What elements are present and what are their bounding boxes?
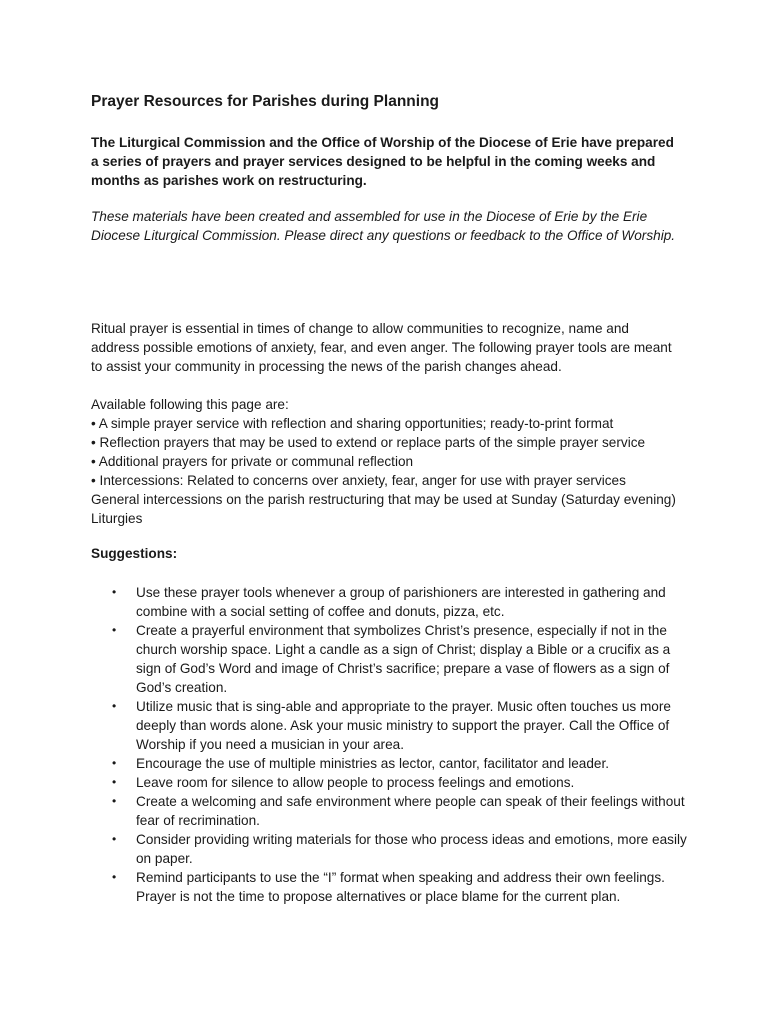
- available-closing: General intercessions on the parish restructuring that may be used at Sunday (Saturday evening) Liturgies: [91, 492, 676, 526]
- suggestion-text: Consider providing writing materials for those who process ideas and emotions, more easily on paper.: [136, 832, 687, 866]
- bullet-icon: •: [112, 756, 117, 770]
- suggestion-text: Leave room for silence to allow people to process feelings and emotions.: [136, 775, 575, 790]
- suggestion-item: [91, 830, 691, 868]
- suggestion-item: [91, 621, 691, 697]
- intro-paragraph: The Liturgical Commission and the Office of Worship of the Diocese of Erie have prepared a series of prayers and prayer services designed to be helpful in the coming weeks and months as parishes work on restructuring.: [91, 135, 674, 188]
- suggestion-item: [91, 792, 691, 830]
- bullet-icon: •: [112, 870, 117, 884]
- available-item: • A simple prayer service with reflection and sharing opportunities; ready-to-print format: [91, 416, 614, 431]
- suggestion-item: [91, 697, 691, 754]
- suggestion-item: [91, 583, 691, 621]
- suggestion-text: Use these prayer tools whenever a group of parishioners are interested in gathering and combine with a social setting of coffee and donuts, pizza, etc.: [136, 585, 666, 619]
- suggestion-text: Utilize music that is sing-able and appropriate to the prayer. Music often touches us more deeply than words alone. Ask your music ministry to support the prayer. Call the Office of Worship if you need a musician in your area.: [136, 699, 671, 752]
- available-heading: Available following this page are:: [91, 397, 289, 412]
- suggestion-item: [91, 754, 691, 773]
- suggestion-text: Create a prayerful environment that symbolizes Christ’s presence, especially if not in the church worship space. Light a candle as a sign of Christ; display a Bible or a crucifix as a sign of God’s Word and image of Christ’s sacrifice; prepare a vase of flowers as a sign of God’s creation.: [136, 623, 671, 695]
- bullet-icon: •: [112, 794, 117, 808]
- document-title: Prayer Resources for Parishes during Planning: [91, 93, 440, 110]
- available-item: • Intercessions: Related to concerns over anxiety, fear, anger for use with prayer services: [91, 473, 626, 488]
- suggestions-heading: Suggestions:: [91, 546, 178, 561]
- suggestion-item: [91, 868, 691, 906]
- suggestions-list: [91, 583, 691, 906]
- bullet-icon: •: [112, 832, 117, 846]
- bullet-icon: •: [112, 699, 117, 713]
- available-item: • Additional prayers for private or communal reflection: [91, 454, 414, 469]
- materials-note: These materials have been created and assembled for use in the Diocese of Erie by the Erie Diocese Liturgical Commission. Please direct any questions or feedback to the Office of Worship.: [91, 209, 676, 243]
- available-item: • Reflection prayers that may be used to extend or replace parts of the simple prayer service: [91, 435, 646, 450]
- suggestion-text: Remind participants to use the “I” format when speaking and address their own feelings. Prayer is not the time to propose alternatives or place blame for the current plan.: [136, 870, 665, 904]
- suggestion-item: [91, 773, 691, 792]
- bullet-icon: •: [112, 585, 117, 599]
- bullet-icon: •: [112, 623, 117, 637]
- bullet-icon: •: [112, 775, 117, 789]
- ritual-prayer-paragraph: Ritual prayer is essential in times of change to allow communities to recognize, name and address possible emotions of anxiety, fear, and even anger. The following prayer tools are meant to assist your community in processing the news of the parish changes ahead.: [91, 321, 672, 374]
- available-resources: [91, 395, 683, 528]
- suggestion-text: Encourage the use of multiple ministries as lector, cantor, facilitator and leader.: [136, 756, 610, 771]
- suggestion-text: Create a welcoming and safe environment where people can speak of their feelings without fear of recrimination.: [136, 794, 685, 828]
